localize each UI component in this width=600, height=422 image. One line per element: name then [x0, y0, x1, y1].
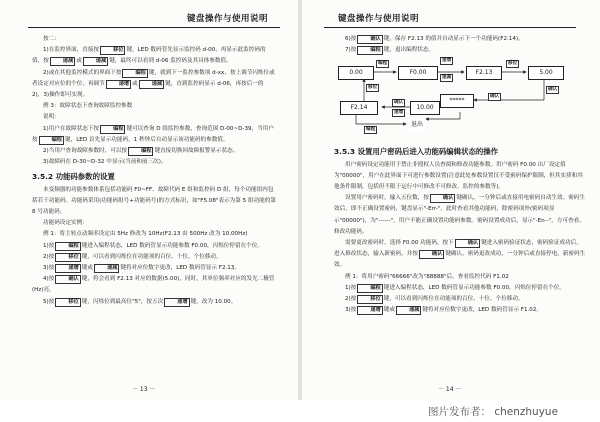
diagram-node-display: 0.00	[338, 66, 374, 80]
left-paragraphs	[32, 34, 276, 168]
key-label: 移位	[357, 295, 382, 304]
key-label: 递增	[106, 80, 131, 89]
left-paragraphs-2	[32, 185, 276, 308]
header-rule	[28, 27, 280, 28]
right-page	[302, 0, 600, 400]
running-header: 键盘操作与使用说明	[338, 14, 420, 24]
paragraph: 例 1：将主转点动频率设定由 5Hz 修改为 10Hz(F2.13 由 500Hz 改为 10.00Hz)	[43, 231, 248, 238]
key-label: 移位	[55, 298, 80, 307]
paragraph: 功能码设定实例：	[43, 220, 88, 227]
paragraph: 3)按 递增 键或 递减 键将对应位数字更改，LED 数码管显示 F2.13。	[43, 265, 241, 272]
key-label: 确认	[455, 239, 480, 248]
key-label: 确认	[430, 194, 455, 203]
diagram-key-label: 递增	[442, 58, 452, 64]
key-label: 编程	[55, 242, 80, 251]
paragraph: 4)按 确认 键，将会看到 F2.13 对应的数据(5.00)，同时，其单位频率对应的发光二极管(Hz)亮。	[32, 276, 275, 294]
key-label: 移位	[55, 253, 80, 262]
section-title-352: 3.5.2 功能码参数的设置	[32, 172, 115, 182]
diagram-key-label: 编程	[366, 127, 376, 133]
left-body	[32, 34, 276, 308]
diagram-key-label: 递减	[442, 75, 452, 81]
key-label: 编程	[39, 136, 64, 145]
diagram-key-label: 移位	[508, 61, 518, 67]
operation-flow-diagram	[334, 58, 586, 142]
diagram-node-password: *****	[440, 94, 474, 108]
right-paragraphs	[334, 34, 586, 56]
paragraph: 7)按 编程 键，退出编程状态。	[345, 47, 435, 54]
diagram-node-function-code: F0.00	[398, 66, 438, 80]
key-label: 确认	[357, 35, 382, 44]
paragraph: 2)按 移位 键，可以看到闪烁位在功能项的百位、十位、个位移动。	[43, 253, 222, 260]
key-label: 确认	[419, 250, 444, 259]
diagram-key-label: 确认	[490, 94, 500, 100]
right-paragraphs-2	[334, 160, 586, 317]
right-body	[334, 34, 586, 316]
diagram-node-value: 5.00	[528, 66, 564, 80]
key-label: 编程	[122, 69, 147, 78]
paragraph: 1)按 编程 键进入编程状态，LED 数码管显示功能参数 F0.00，闪烁位停留在个位。	[345, 284, 565, 291]
key-label: 递减	[139, 80, 164, 89]
key-label: 递减	[396, 306, 421, 315]
paragraph: 1)按 编程 键进入编程状态，LED 数码管显示功能参数 F0.00，闪烁位停留在个位。	[43, 242, 263, 249]
paragraph: 1)用户在故障状态下按 编程 键可以查询 D 组监控参数，查询范围 D-00~D-39，当用户按 编程 键，LED 首先显示功能码，1 秒钟后自动显示该功能码的参数值。	[32, 125, 274, 143]
key-label: 递增	[164, 298, 189, 307]
key-label: 递增	[357, 306, 382, 315]
paragraph: 说明：	[43, 114, 60, 121]
key-label: 确认	[55, 275, 80, 284]
diagram-key-label: 移位	[368, 85, 378, 91]
paragraph: 例 3：故障状态下查询故障监控参数	[43, 103, 133, 110]
section-title-353: 3.5.3 设置用户密码后进入功能码编辑状态的操作	[334, 147, 499, 157]
header-rule	[324, 27, 576, 28]
diagram-key-label: 确认	[548, 87, 558, 93]
publisher-watermark: 图片发布者： chenzhuyue	[428, 406, 559, 418]
key-label: 递减	[83, 57, 108, 66]
paragraph: 2)或在其他监控模式的界面下按 编程 键，就到下一监控参数项 d-xx，按上调节闪烁位或者设定对应位的个位，再调节 递增 或 递减 键，直到监控码显示 d-06，再按后一的 2)，3)操作即可实现。	[32, 69, 275, 99]
paragraph: 例 1：将用户密码"66666"改为"88888"后，查看监控代码 F1.02	[345, 273, 509, 280]
diagram-node-function-code: F2.13	[466, 66, 502, 80]
diagram-key-label: 递增	[394, 110, 404, 116]
key-label: 编程	[357, 284, 382, 293]
paragraph: 用户密码设定功能用于禁止非授权人员查阅和修改功能参数。用户密码 F0.00 出厂设定值为"00000"，用户在此界面下可进行参数设置(注意此处参数设置仅不受密码保护限制，但其实质和其他条件限制，包括但不限于运行中可修改不可修改、监控的参数等)。	[334, 161, 583, 191]
paragraph: 2)当用户查询故障参数时，可以按 编程 键直接切换回故障报警显示状态。	[43, 148, 239, 155]
left-page	[0, 0, 298, 400]
diagram-node-value: 10.00	[410, 101, 440, 115]
paragraph: 3)故障码在 D-30~D-32 中显示(当前和前三次)。	[43, 159, 167, 166]
paragraph: 设置用户密码时，输入五位数，按 确认 键确认，一分钟后或直接用电密码自动生效。密码生效后，即不正确设置密码，键盘显示"-Err-"，此时查看其他功能码，除密码项外(密码项显示"00000")，为"------"，用户不能正确设置功能码参数。密码设置成功后，显示"-En--"，方可查看、修改功能码。	[334, 195, 585, 235]
diagram-node-function-code: F2.14	[340, 101, 378, 115]
key-label: 移位	[100, 46, 125, 55]
diagram-key-label: 编程	[378, 61, 388, 67]
key-label: 编程	[357, 46, 382, 55]
running-header: 键盘操作与使用说明	[186, 14, 268, 24]
paragraph: 6)按 确认 键，保存 F2.13 的值并自动显示下一个功能码(F2.14)。	[345, 36, 524, 42]
key-label: 编程	[128, 147, 153, 156]
paragraph: 3)按 递增 键或 递减 键将对应位数字更改，LED 数码管显示 F1.02。	[345, 307, 543, 314]
key-label: 递增	[55, 264, 80, 273]
key-label: 编程	[100, 125, 125, 134]
page-number: － 13 －	[132, 386, 156, 393]
key-label: 递减	[94, 264, 119, 273]
paragraph: 按二：	[43, 36, 60, 42]
paragraph: 本变频器的功能参数体系包括功能码 F0~FF、故障代码 E 组和监控码 D 组，每个功能组内包括若干功能码。功能码采用(功能码组号+功能码号)的方式标识，如"F5.08"表示为第 5 组功能的第 8 号功能码。	[32, 186, 276, 216]
page-number: － 14 －	[438, 386, 462, 393]
paragraph: 需要更改密码时，选择 F0.00 功能码，按下 确认 键进入密码验证状态，密码验证成功后，进入修改状态，输入新密码，并按 确认 键确认，密码更改成功，一分钟后或直接停电，新密码生效。	[334, 240, 586, 269]
paragraph: 1)在监控界面，直接按 移位 键，LED 数码管先显示监控码 d-00，再显示此监控码的值，按 递减 或 递减 键，最终可以看到 d-06 监控码及其具体参数值。	[32, 47, 266, 65]
diagram-node-exit: 退出	[408, 119, 426, 131]
paragraph: 2)按 移位 键，可以看到闪烁位在功能项的百位、十位、个位移动。	[345, 296, 524, 303]
diagram-key-label: 确认	[394, 100, 404, 106]
paragraph: 5)按 移位 键，闪烁位到最高位"5"，按五次 递增 键，改为 10.00。	[43, 298, 237, 305]
key-label: 递减	[50, 57, 75, 66]
